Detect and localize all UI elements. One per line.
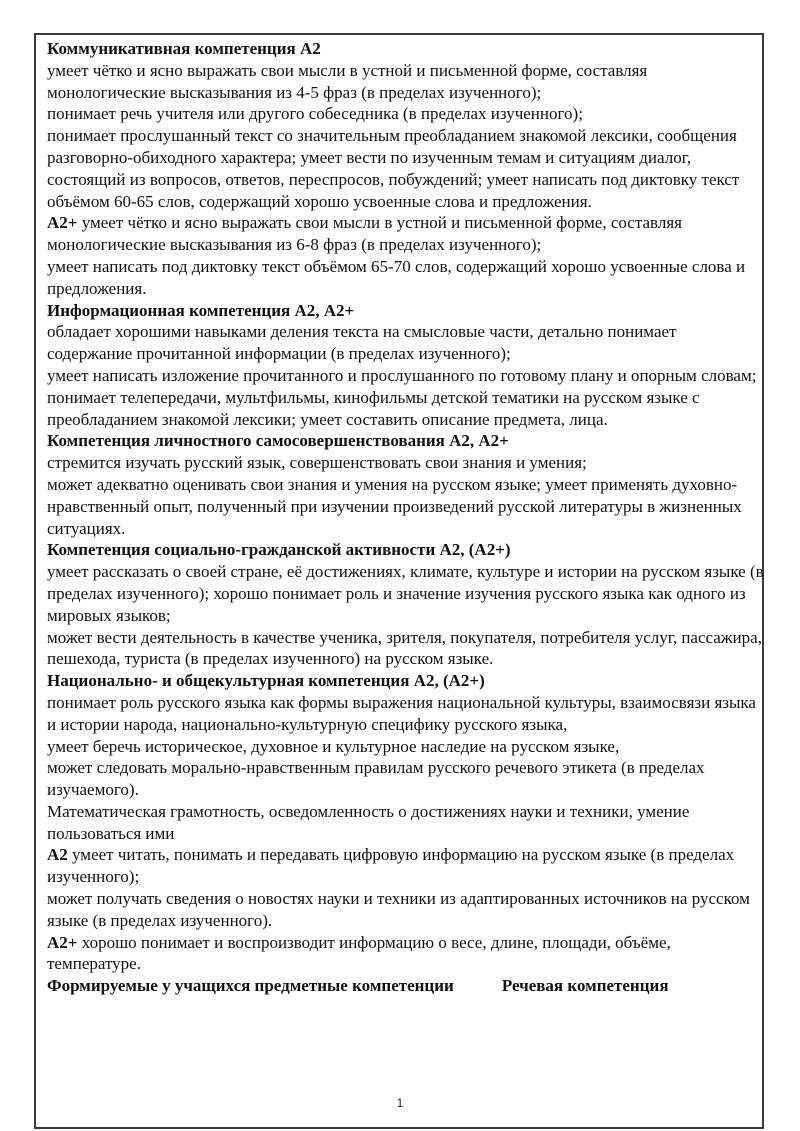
- footer-heading-right: Речевая компетенция: [501, 976, 669, 996]
- level-label: А2+: [47, 932, 78, 952]
- paragraph: может получать сведения о новостях науки и техники из адаптированных источников на русском языке (в пределах изученного).: [47, 889, 750, 930]
- paragraph: понимает прослушанный текст со значительным преобладанием знакомой лексики, сообщения разговорно-обиходного характера; умеет вести по изученным темам и ситуациям диалог, состоящий из вопросов, ответов, переспросов, побуждений; умеет написать под диктовку текст объёмом 60-65 слов, содержащий хорошо усвоенные слова и предложения.: [47, 126, 740, 211]
- paragraph: умеет рассказать о своей стране, её достижениях, климате, культуре и истории на русском языке (в пределах изученного); хорошо понимает роль и значение изучения русского языка как одного из мировых языков;: [47, 562, 764, 625]
- section-heading-information: Информационная компетенция А2, А2+: [47, 300, 355, 320]
- paragraph-text: умеет чётко и ясно выражать свои мысли в устной и письменной форме, составляя монологические высказывания из 6-8 фраз (в пределах изученного);: [47, 213, 682, 255]
- paragraph: понимает телепередачи, мультфильмы, кинофильмы детской тематики на русском языке с преобладанием знакомой лексики; умеет составить описание предмета, лица.: [47, 387, 700, 429]
- paragraph: умеет написать под диктовку текст объёмом 65-70 слов, содержащий хорошо усвоенные слова и предложения.: [47, 256, 746, 298]
- paragraph: обладает хорошими навыками деления текста на смысловые части, детально понимает содержание прочитанной информации (в пределах изученного);: [47, 322, 677, 364]
- level-label: А2+: [47, 213, 78, 233]
- paragraph: умеет чётко и ясно выражать свои мысли в устной и письменной форме, составляя монологические высказывания из 4-5 фраз (в пределах изученного);: [47, 60, 648, 102]
- document-body: [47, 38, 765, 997]
- paragraph: стремится изучать русский язык, совершенствовать свои знания и умения;: [47, 453, 587, 473]
- paragraph: умеет написать изложение прочитанного и прослушанного по готовому плану и опорным словам;: [47, 365, 757, 385]
- paragraph: может вести деятельность в качестве ученика, зрителя, покупателя, потребителя услуг, пассажира, пешехода, туриста (в пределах изученного) на русском языке.: [47, 627, 762, 669]
- paragraph: [47, 212, 765, 256]
- paragraph: Математическая грамотность, осведомленность о достижениях науки и техники, умение пользоваться ими: [47, 801, 690, 843]
- paragraph: [47, 932, 765, 976]
- level-label: А2: [47, 845, 68, 865]
- section-heading-social: Компетенция социально-гражданской активности А2, (А2+): [47, 540, 511, 560]
- paragraph: понимает роль русского языка как формы выражения национальной культуры, взаимосвязи языка и истории народа, национально-культурную специфику русского языка,: [47, 692, 756, 734]
- paragraph-text: умеет читать, понимать и передавать цифровую информацию на русском языке (в пределах изученного);: [47, 845, 735, 887]
- paragraph: умеет беречь историческое, духовное и культурное наследие на русском языке,: [47, 736, 620, 756]
- section-heading-national: Национально- и общекультурная компетенция А2, (А2+): [47, 671, 485, 691]
- paragraph: [47, 844, 765, 888]
- section-heading-personal: Компетенция личностного самосовершенствования А2, А2+: [47, 431, 509, 451]
- paragraph: может следовать морально-нравственным правилам русского речевого этикета (в пределах изучаемого).: [47, 758, 705, 800]
- paragraph-text: хорошо понимает и воспроизводит информацию о весе, длине, площади, объёме, температуре.: [47, 932, 671, 974]
- paragraph: понимает речь учителя или другого собеседника (в пределах изученного);: [47, 104, 583, 124]
- section-heading-communicative: Коммуникативная компетенция А2: [47, 39, 321, 58]
- footer-heading-line: [47, 975, 765, 997]
- page-number: 1: [396, 1096, 404, 1110]
- footer-heading-left: Формируемые у учащихся предметные компетенции: [47, 976, 454, 996]
- paragraph: может адекватно оценивать свои знания и умения на русском языке; умеет применять духовно-нравственный опыт, полученный при изучении произведений русской литературы в жизненных ситуациях.: [47, 474, 742, 538]
